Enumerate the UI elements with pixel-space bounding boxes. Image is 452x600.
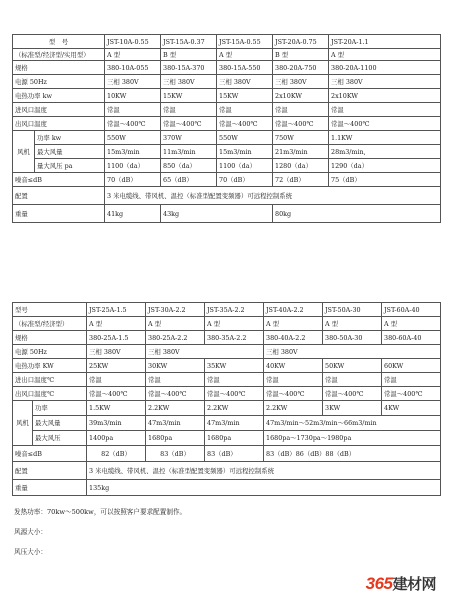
outlet-temp-cell: 常温～400℃	[217, 117, 273, 131]
outlet-temp-cell: 常温～400℃	[382, 387, 441, 401]
heating-power-cell: 25KW	[87, 359, 146, 373]
row-label: 电热功率 KW	[13, 359, 87, 373]
table-row	[13, 462, 441, 480]
type-cell: A 型	[329, 49, 441, 61]
pressure-note: 风压大小：	[14, 548, 47, 556]
row-label: 最大风量	[33, 416, 87, 431]
fan-power-cell: 550W	[105, 131, 161, 145]
spec-cell: 380-20A-1100	[329, 61, 441, 75]
table-row	[13, 431, 441, 446]
row-label: 型号	[13, 303, 87, 317]
heating-power-cell: 35KW	[205, 359, 264, 373]
table-row	[13, 117, 441, 131]
fan-power-cell: 1.1KW	[329, 131, 441, 145]
model-cell: JST-50A-30	[323, 303, 382, 317]
table-row	[13, 159, 441, 173]
spec-cell: 380-50A-30	[323, 331, 382, 345]
table-row	[13, 187, 441, 205]
row-label: 噪音≤dB	[13, 446, 87, 462]
inlet-temp-cell: 常温	[105, 103, 161, 117]
row-label: 最大风压	[33, 431, 87, 446]
noise-cell: 83（dB）	[205, 446, 264, 462]
heating-power-cell: 50KW	[323, 359, 382, 373]
model-cell: JST-35A-2.2	[205, 303, 264, 317]
pressure-cell: 850（da）	[161, 159, 217, 173]
airflow-cell: 28m3/min,	[329, 145, 441, 159]
row-label: 出风口温度℃	[13, 387, 87, 401]
model-cell: JST-20A-0.75	[273, 35, 329, 49]
type-cell: A 型	[205, 317, 264, 331]
outlet-temp-cell: 常温～400℃	[273, 117, 329, 131]
row-label: 进风口温度	[13, 103, 105, 117]
heating-power-cell: 2x10KW	[329, 89, 441, 103]
row-label: 型 号	[13, 35, 105, 49]
outlet-temp-cell: 常温～400℃	[205, 387, 264, 401]
fan-power-cell: 750W	[273, 131, 329, 145]
airflow-note: 风源大小：	[14, 528, 47, 536]
airflow-cell: 15m3/min	[105, 145, 161, 159]
table-row	[13, 373, 441, 387]
type-cell: A 型	[87, 317, 146, 331]
pressure-cell: 1680pa	[146, 431, 205, 446]
model-cell: JST-15A-0.37	[161, 35, 217, 49]
airflow-cell: 47m3/min	[146, 416, 205, 431]
pressure-cell: 1680pa	[205, 431, 264, 446]
model-cell: JST-20A-1.1	[329, 35, 441, 49]
noise-cell: 70（dB）	[105, 173, 161, 187]
noise-cell: 75（dB）	[329, 173, 441, 187]
noise-cell: 82（dB）	[87, 446, 146, 462]
model-cell: JST-25A-1.5	[87, 303, 146, 317]
fan-power-cell: 1.5KW	[87, 401, 146, 416]
heating-power-cell: 2x10KW	[273, 89, 329, 103]
type-cell: A 型	[382, 317, 441, 331]
outlet-temp-cell: 常温～400℃	[329, 117, 441, 131]
power-supply-cell: 三相 380V	[273, 75, 329, 89]
weight-cell: 80kg	[273, 205, 441, 223]
fan-power-cell: 3KW	[323, 401, 382, 416]
type-cell: B 型	[273, 49, 329, 61]
table-row	[13, 145, 441, 159]
airflow-cell: 21m3/min	[273, 145, 329, 159]
inlet-temp-cell: 常温	[329, 103, 441, 117]
type-cell: A 型	[264, 317, 323, 331]
power-supply-cell: 三相 380V	[264, 345, 441, 359]
table-row	[13, 49, 441, 61]
type-cell: B 型	[161, 49, 217, 61]
noise-cell: 83（dB）	[146, 446, 205, 462]
table-row	[13, 480, 441, 496]
fan-power-cell: 2.2KW	[146, 401, 205, 416]
spec-cell: 380-20A-750	[273, 61, 329, 75]
model-cell: JST-10A-0.55	[105, 35, 161, 49]
table-row	[13, 446, 441, 462]
inlet-temp-cell: 常温	[205, 373, 264, 387]
type-cell: A 型	[217, 49, 273, 61]
table-row	[13, 35, 441, 49]
fan-power-cell: 4KW	[382, 401, 441, 416]
spec-cell: 380-25A-1.5	[87, 331, 146, 345]
model-cell: JST-30A-2.2	[146, 303, 205, 317]
spec-cell: 380-15A-370	[161, 61, 217, 75]
table-row	[13, 103, 441, 117]
type-cell: A 型	[146, 317, 205, 331]
row-label: 功率	[33, 401, 87, 416]
row-label: 配置	[13, 462, 87, 480]
model-cell: JST-15A-0.55	[217, 35, 273, 49]
power-supply-cell: 三相 380V	[329, 75, 441, 89]
spec-cell: 380-40A-2.2	[264, 331, 323, 345]
weight-cell: 41kg	[105, 205, 161, 223]
fan-group-label: 风机	[13, 131, 35, 173]
noise-cell: 70（dB）	[217, 173, 273, 187]
table-row	[13, 131, 441, 145]
site-watermark-logo	[366, 573, 436, 594]
weight-cell: 43kg	[161, 205, 273, 223]
row-label: 功率 kw	[35, 131, 105, 145]
row-label: 规格	[13, 61, 105, 75]
airflow-cell: 11m3/min	[161, 145, 217, 159]
spec-cell: 380-15A-550	[217, 61, 273, 75]
power-supply-cell: 三相 380V	[217, 75, 273, 89]
table-row	[13, 61, 441, 75]
notes-block	[14, 508, 186, 568]
table-row	[13, 303, 441, 317]
table-row	[13, 331, 441, 345]
watermark-number: 365	[365, 574, 393, 593]
pressure-cell: 1280（da）	[273, 159, 329, 173]
model-cell: JST-60A-40	[382, 303, 441, 317]
table-row	[13, 205, 441, 223]
heating-power-cell: 30KW	[146, 359, 205, 373]
row-label: 进出口温度℃	[13, 373, 87, 387]
spec-cell: 380-25A-2.2	[146, 331, 205, 345]
outlet-temp-cell: 常温～400℃	[323, 387, 382, 401]
heating-power-cell: 15KW	[217, 89, 273, 103]
spec-table-1	[12, 34, 441, 223]
inlet-temp-cell: 常温	[161, 103, 217, 117]
row-label: （标准型/经济型）	[13, 317, 87, 331]
inlet-temp-cell: 常温	[382, 373, 441, 387]
spec-cell: 380-35A-2.2	[205, 331, 264, 345]
outlet-temp-cell: 常温～400℃	[161, 117, 217, 131]
inlet-temp-cell: 常温	[87, 373, 146, 387]
row-label: 配置	[13, 187, 105, 205]
power-supply-cell: 三相 380V	[161, 75, 217, 89]
model-cell: JST-40A-2.2	[264, 303, 323, 317]
airflow-cell: 15m3/min	[217, 145, 273, 159]
config-cell: 3 米电缆线、带风机、温控（标准型配置变频器）可远程控制系统	[105, 187, 441, 205]
row-label: 电热功率 kw	[13, 89, 105, 103]
pressure-cell: 1400pa	[87, 431, 146, 446]
power-supply-cell: 三相 380V	[146, 345, 264, 359]
power-supply-cell: 三相 380V	[87, 345, 146, 359]
fan-power-cell: 370W	[161, 131, 217, 145]
power-supply-cell: 三相 380V	[105, 75, 161, 89]
fan-power-cell: 2.2KW	[264, 401, 323, 416]
pressure-cell: 1100（da）	[217, 159, 273, 173]
inlet-temp-cell: 常温	[217, 103, 273, 117]
row-label: （标准型/经济型/实用型）	[13, 49, 105, 61]
table-row	[13, 401, 441, 416]
row-label: 电源 50Hz	[13, 75, 105, 89]
inlet-temp-cell: 常温	[146, 373, 205, 387]
fan-group-label: 风机	[13, 401, 33, 446]
row-label: 重量	[13, 480, 87, 496]
heating-power-cell: 40KW	[264, 359, 323, 373]
spec-cell: 380-60A-40	[382, 331, 441, 345]
outlet-temp-cell: 常温～400℃	[87, 387, 146, 401]
inlet-temp-cell: 常温	[273, 103, 329, 117]
watermark-text: 建材网	[392, 576, 436, 593]
noise-cell: 83（dB）86（dB）88（dB）	[264, 446, 441, 462]
outlet-temp-cell: 常温～400℃	[105, 117, 161, 131]
row-label: 电源 50Hz	[13, 345, 87, 359]
spec-cell: 380-10A-055	[105, 61, 161, 75]
pressure-cell: 1290（da）	[329, 159, 441, 173]
inlet-temp-cell: 常温	[323, 373, 382, 387]
airflow-cell: 39m3/min	[87, 416, 146, 431]
table-row	[13, 387, 441, 401]
outlet-temp-cell: 常温～400℃	[146, 387, 205, 401]
row-label: 噪音≤dB	[13, 173, 105, 187]
row-label: 量大风压 pa	[35, 159, 105, 173]
row-label: 重量	[13, 205, 105, 223]
type-cell: A 型	[105, 49, 161, 61]
fan-power-cell: 2.2KW	[205, 401, 264, 416]
table-row	[13, 89, 441, 103]
inlet-temp-cell: 常温	[264, 373, 323, 387]
config-cell: 3 米电缆线、带风机、温控（标准型配置变频器）可远程控制系统	[87, 462, 441, 480]
spec-table-2	[12, 302, 441, 496]
outlet-temp-cell: 常温～400℃	[264, 387, 323, 401]
type-cell: A 型	[323, 317, 382, 331]
table-row	[13, 416, 441, 431]
heating-power-cell: 10KW	[105, 89, 161, 103]
table-row	[13, 359, 441, 373]
pressure-cell: 1100（da）	[105, 159, 161, 173]
pressure-cell: 1680pa～1730pa～1980pa	[264, 431, 441, 446]
table-row	[13, 75, 441, 89]
airflow-cell: 47m3/min	[205, 416, 264, 431]
heating-power-cell: 60KW	[382, 359, 441, 373]
noise-cell: 72（dB）	[273, 173, 329, 187]
heating-power-cell: 15KW	[161, 89, 217, 103]
power-note: 发热功率：70kw～500kw，可以按照客户要求配置制作。	[14, 508, 187, 516]
noise-cell: 65（dB）	[161, 173, 217, 187]
table-row	[13, 345, 441, 359]
row-label: 最大风量	[35, 145, 105, 159]
weight-cell: 135kg	[87, 480, 441, 496]
row-label: 规格	[13, 331, 87, 345]
fan-power-cell: 550W	[217, 131, 273, 145]
row-label: 出风口温度	[13, 117, 105, 131]
table-row	[13, 317, 441, 331]
airflow-cell: 47m3/min～52m3/min～66m3/min	[264, 416, 441, 431]
table-row	[13, 173, 441, 187]
